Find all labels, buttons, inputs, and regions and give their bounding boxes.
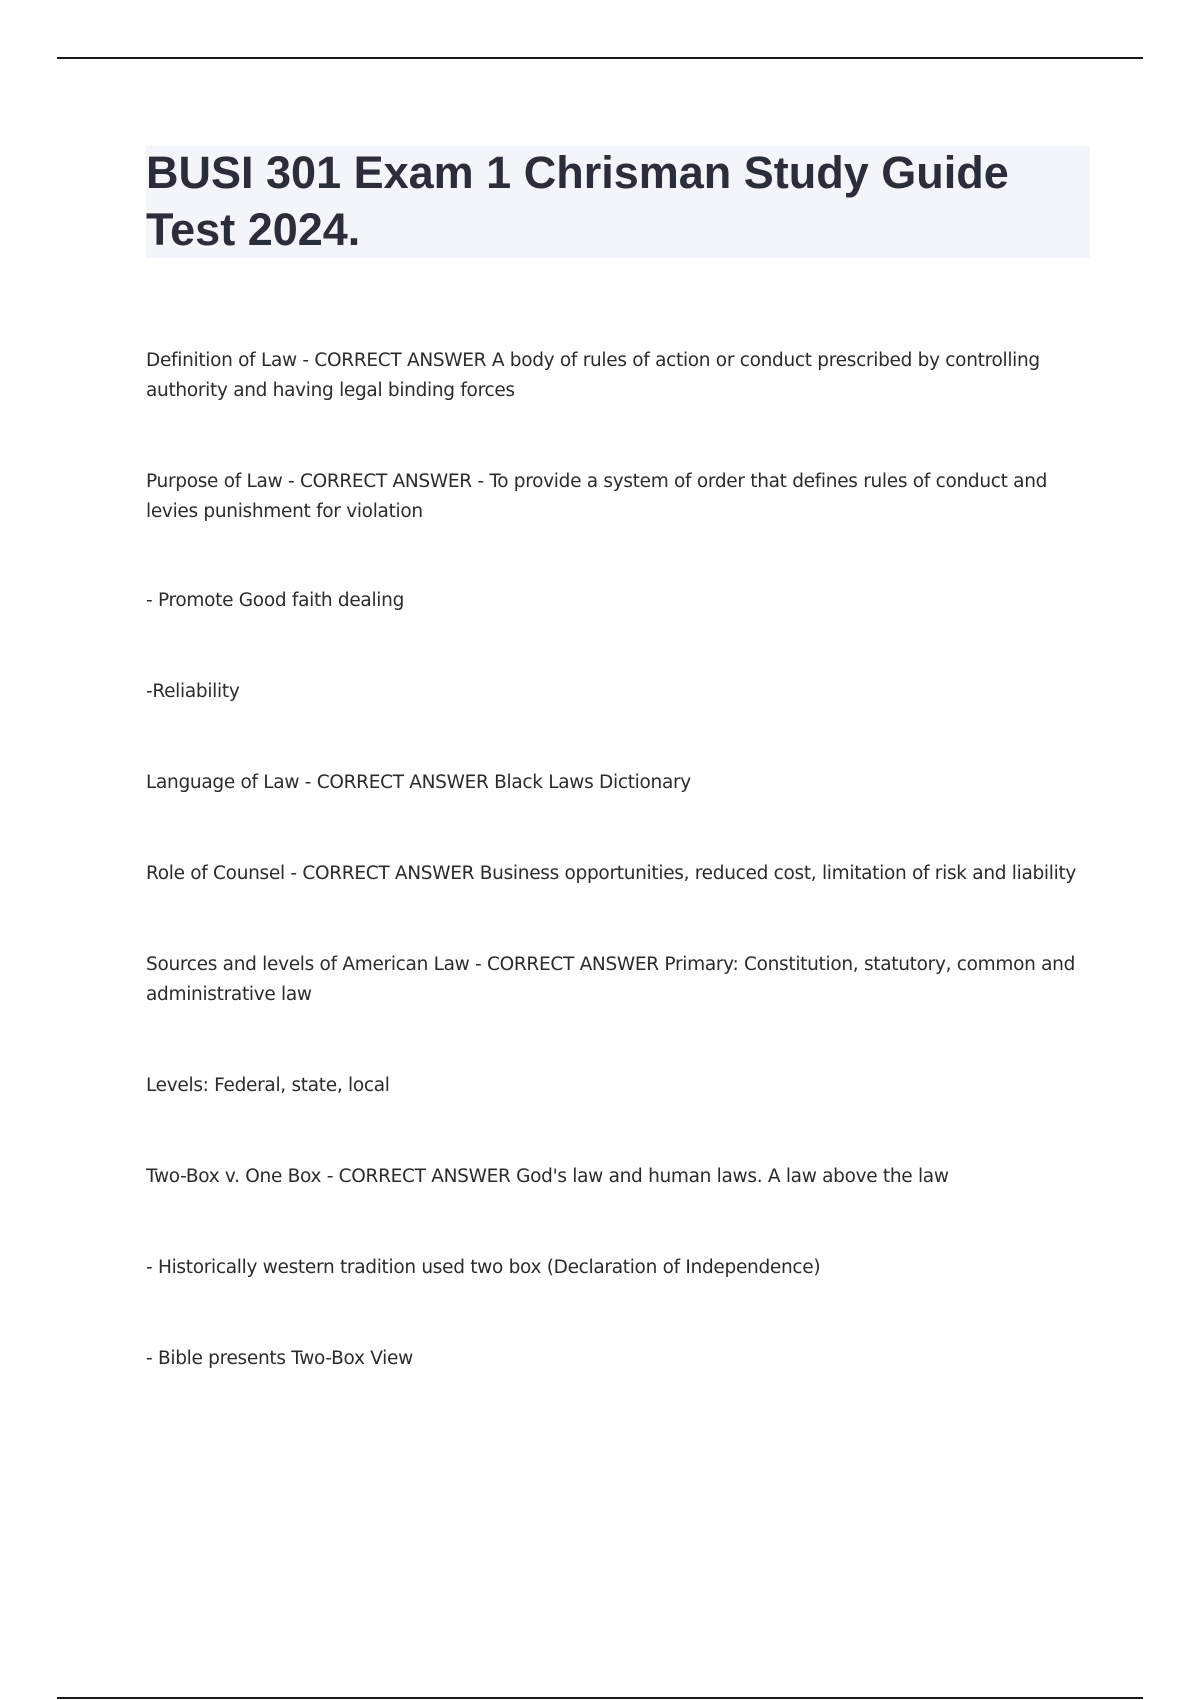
- paragraph-purpose-of-law: Purpose of Law - CORRECT ANSWER - To provide a system of order that defines rules of conduct and levies punishment for violation: [146, 471, 1048, 522]
- paragraph-levels: Levels: Federal, state, local: [146, 1075, 390, 1096]
- paragraph-definition-of-law: Definition of Law - CORRECT ANSWER A body of rules of action or conduct prescribed by controlling authority and having legal binding forces: [146, 350, 1040, 401]
- paragraph-two-box: Two-Box v. One Box - CORRECT ANSWER God's law and human laws. A law above the law: [146, 1166, 949, 1187]
- document-title: BUSI 301 Exam 1 Chrisman Study Guide Test 2024.: [146, 147, 1009, 255]
- paragraph-sources-of-law: Sources and levels of American Law - CORRECT ANSWER Primary: Constitution, statutory, common and administrative law: [146, 954, 1076, 1005]
- paragraph-western-tradition: - Historically western tradition used two box (Declaration of Independence): [146, 1257, 821, 1278]
- paragraph-good-faith: - Promote Good faith dealing: [146, 590, 405, 611]
- paragraph-reliability: -Reliability: [146, 681, 240, 702]
- bottom-rule: [57, 1697, 1143, 1699]
- paragraph-role-of-counsel: Role of Counsel - CORRECT ANSWER Business opportunities, reduced cost, limitation of risk and liability: [146, 863, 1077, 884]
- paragraph-bible-two-box: - Bible presents Two-Box View: [146, 1348, 413, 1369]
- paragraph-language-of-law: Language of Law - CORRECT ANSWER Black Laws Dictionary: [146, 772, 691, 793]
- top-rule: [57, 57, 1143, 59]
